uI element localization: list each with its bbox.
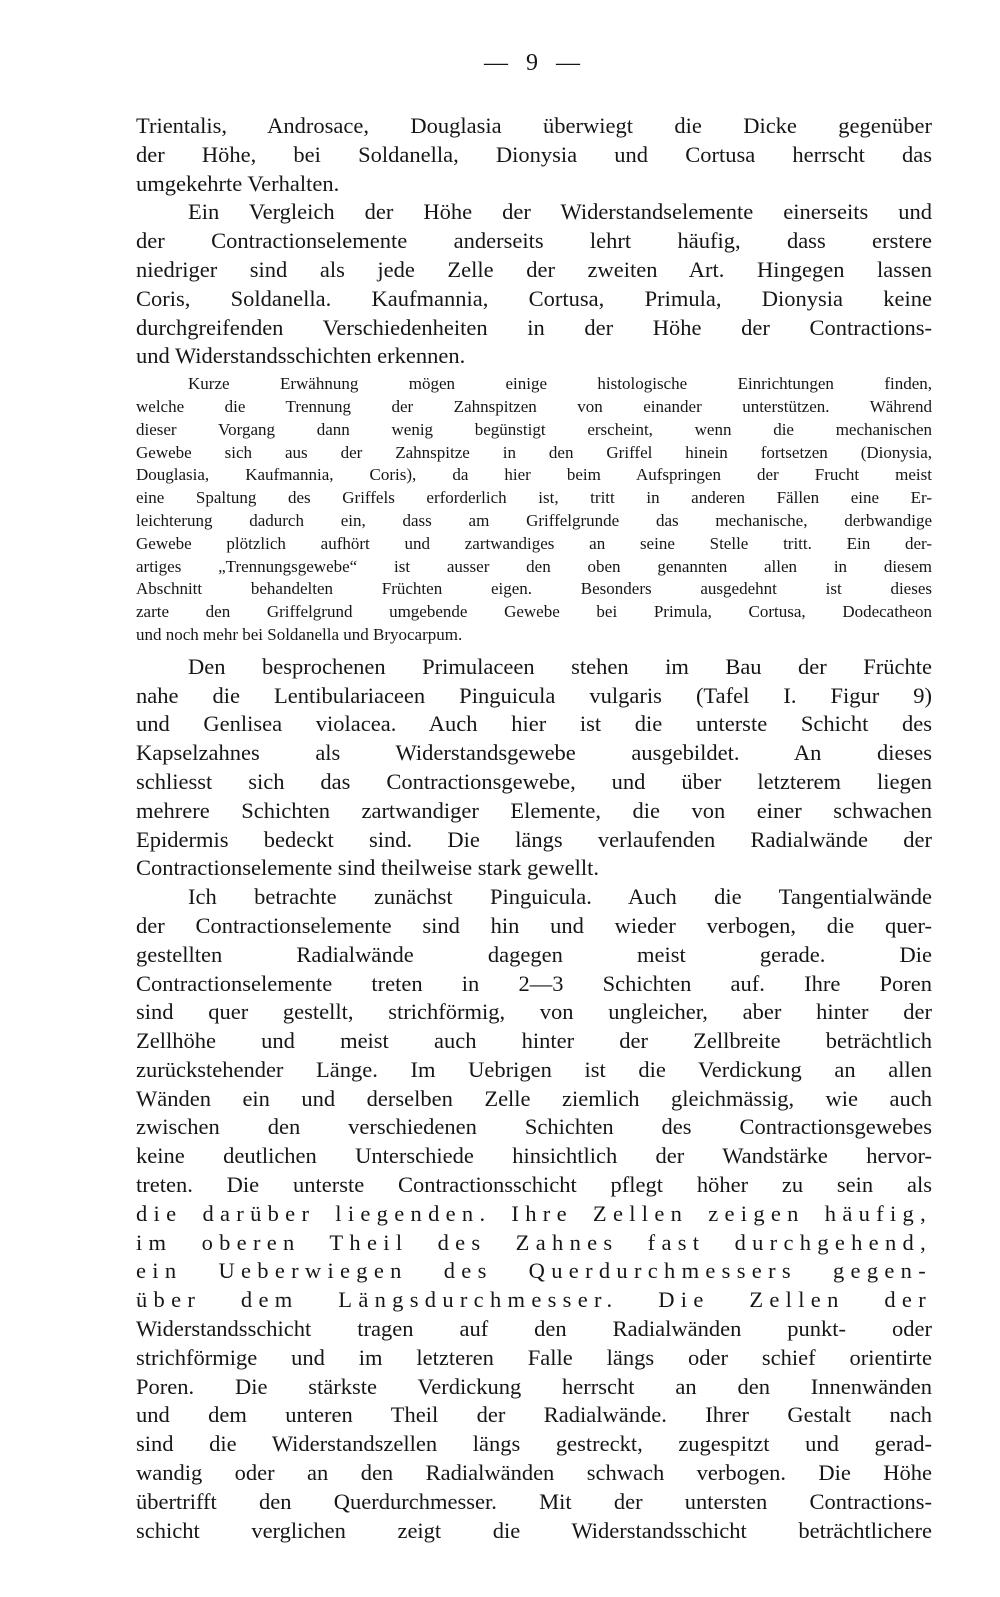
body-line: Zellhöhe und meist auch hinter der Zellbreite beträchtlich <box>136 1028 932 1054</box>
body-line: der Höhe, bei Soldanella, Dionysia und Cortusa herrscht das <box>136 141 932 167</box>
footnote-line: dieser Vorgang dann wenig begünstigt erscheint, wenn die mechanischen <box>136 419 932 439</box>
body-line: strichförmige und im letzteren Falle längs oder schief orientirte <box>136 1344 932 1370</box>
body-line: durchgreifenden Verschiedenheiten in der Höhe der Contractions- <box>136 314 932 340</box>
footnote-line: Douglasia, Kaufmannia, Coris), da hier beim Aufspringen der Frucht meist <box>136 465 932 485</box>
body-line: Den besprochenen Primulaceen stehen im Bau der Früchte <box>188 653 932 679</box>
footnote-line: Gewebe sich aus der Zahnspitze in den Griffel hinein fortsetzen (Dionysia, <box>136 442 932 462</box>
body-line: Epidermis bedeckt sind. Die längs verlaufenden Radialwände der <box>136 826 932 852</box>
body-line: Contractionselemente sind theilweise stark gewellt. <box>136 855 599 881</box>
footnote-line: Gewebe plötzlich aufhört und zartwandiges an seine Stelle tritt. Ein der- <box>136 533 932 553</box>
body-line: zwischen den verschiedenen Schichten des Contractionsgewebes <box>136 1114 932 1140</box>
footnote-line: und noch mehr bei Soldanella und Bryocarpum. <box>136 624 463 644</box>
body-line: ein Ueberwiegen des Querdurchmessers gegen- <box>136 1258 932 1284</box>
footnote-line: welche die Trennung der Zahnspitzen von einander unterstützen. Während <box>136 396 932 416</box>
body-line: im oberen Theil des Zahnes fast durchgehend, <box>136 1229 932 1255</box>
footnote-line: eine Spaltung des Griffels erforderlich ist, tritt in anderen Fällen eine Er- <box>136 488 932 508</box>
body-line: der Contractionselemente anderseits lehrt häufig, dass erstere <box>136 228 932 254</box>
footnote-line: artiges „Trennungsgewebe“ ist ausser den oben genannten allen in diesem <box>136 556 932 576</box>
body-line: gestellten Radialwände dagegen meist gerade. Die <box>136 941 932 967</box>
footnote-line: Kurze Erwähnung mögen einige histologische Einrichtungen finden, <box>188 374 932 394</box>
body-line: Ich betrachte zunächst Pinguicula. Auch die Tangentialwände <box>188 884 932 910</box>
body-line: sind die Widerstandszellen längs gestreckt, zugespitzt und gerad- <box>136 1431 932 1457</box>
body-line: Wänden ein und derselben Zelle ziemlich gleichmässig, wie auch <box>136 1085 932 1111</box>
body-line: und Genlisea violacea. Auch hier ist die unterste Schicht des <box>136 711 932 737</box>
body-line: Kapselzahnes als Widerstandsgewebe ausgebildet. An dieses <box>136 740 932 766</box>
footnote-line: zarte den Griffelgrund umgebende Gewebe bei Primula, Cortusa, Dodecatheon <box>136 602 932 622</box>
body-line: Poren. Die stärkste Verdickung herrscht an den Innenwänden <box>136 1373 932 1399</box>
body-line: mehrere Schichten zartwandiger Elemente, die von einer schwachen <box>136 797 932 823</box>
body-line: Trientalis, Androsace, Douglasia überwiegt die Dicke gegenüber <box>136 113 932 138</box>
body-line: über dem Längsdurchmesser. Die Zellen der <box>136 1287 932 1313</box>
body-line: übertrifft den Querdurchmesser. Mit der untersten Contractions- <box>136 1488 932 1514</box>
body-line: sind quer gestellt, strichförmig, von ungleicher, aber hinter der <box>136 999 932 1025</box>
body-line: die darüber liegenden. Ihre Zellen zeigen häufig, <box>136 1200 932 1226</box>
body-line: Widerstandsschicht tragen auf den Radialwänden punkt- oder <box>136 1316 932 1342</box>
body-line: und Widerstandsschichten erkennen. <box>136 343 466 369</box>
footnote-line: Abschnitt behandelten Früchten eigen. Besonders ausgedehnt ist dieses <box>136 579 932 599</box>
body-line: umgekehrte Verhalten. <box>136 170 340 196</box>
body-line: treten. Die unterste Contractionsschicht pflegt höher zu sein als <box>136 1172 932 1198</box>
body-line: niedriger sind als jede Zelle der zweiten Art. Hingegen lassen <box>136 256 932 282</box>
body-line: Contractionselemente treten in 2—3 Schichten auf. Ihre Poren <box>136 970 932 996</box>
body-line: und dem unteren Theil der Radialwände. Ihrer Gestalt nach <box>136 1402 932 1428</box>
body-line: Ein Vergleich der Höhe der Widerstandselemente einerseits und <box>188 199 932 225</box>
body-line: zurückstehender Länge. Im Uebrigen ist die Verdickung an allen <box>136 1056 932 1082</box>
text-column <box>136 112 932 1545</box>
body-line: der Contractionselemente sind hin und wieder verbogen, die quer- <box>136 912 932 938</box>
page-number: — 9 — <box>484 50 586 76</box>
body-line: keine deutlichen Unterschiede hinsichtlich der Wandstärke hervor- <box>136 1143 932 1169</box>
body-line: nahe die Lentibulariaceen Pinguicula vulgaris (Tafel I. Figur 9) <box>136 682 932 708</box>
body-line: schliesst sich das Contractionsgewebe, und über letzterem liegen <box>136 768 932 794</box>
body-line: Coris, Soldanella. Kaufmannia, Cortusa, Primula, Dionysia keine <box>136 285 932 311</box>
footnote-line: leichterung dadurch ein, dass am Griffelgrunde das mechanische, derbwandige <box>136 510 932 530</box>
body-line: schicht verglichen zeigt die Widerstandsschicht beträchtlichere <box>136 1517 932 1543</box>
body-line: wandig oder an den Radialwänden schwach verbogen. Die Höhe <box>136 1460 932 1486</box>
